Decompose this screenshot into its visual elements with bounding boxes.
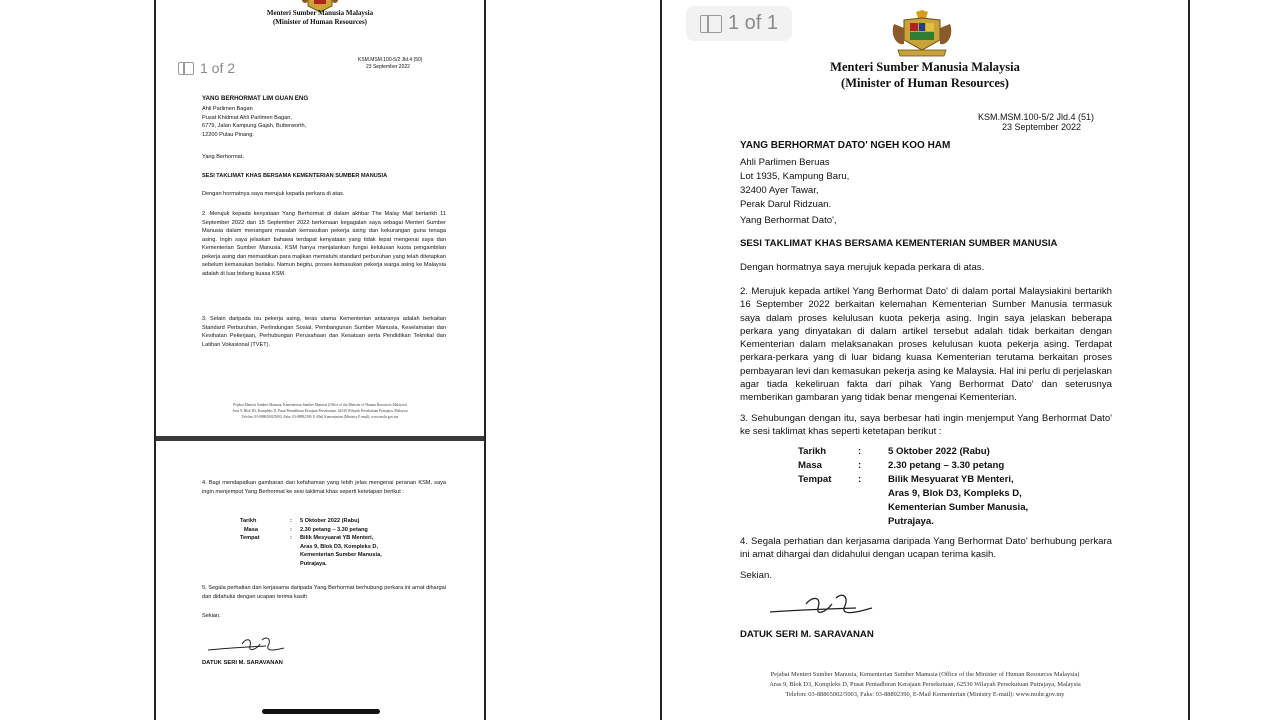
colon: : — [858, 446, 862, 457]
left-doc-border-right — [484, 0, 486, 720]
page-indicator — [178, 60, 235, 76]
letter-date: 23 September 2022 — [366, 64, 410, 70]
detail-label-venue: Tempat — [240, 535, 260, 542]
left-letter-viewer[interactable] — [156, 0, 484, 720]
salutation: Yang Berhormat, — [202, 154, 244, 160]
paragraph-4: 4. Bagi mendapatkan gambaran dan kefahaman yang lebih jelas mengenai peranan KSM, saya ingin menjemput Yang Berhormat ke sesi taklimat khas seperti ketetapan berikut : — [202, 480, 446, 495]
venue-line: Aras 9, Blok D3, Kompleks D, — [888, 488, 1022, 499]
venue-line: Putrajaya. — [888, 516, 934, 527]
detail-value-time: 2.30 petang – 3.30 petang — [888, 460, 1005, 471]
paragraph-2: 2. Merujuk kepada artikel Yang Berhormat Dato' di dalam portal Malaysiakini bertarikh 16 September 2022 berkaitan kelemahan Kementerian Sumber Manusia termasuk saya dalam proses kelulusan kuota pekerja asing. Ingin saya jelaskan beberapa perkara yang dinyatakan di dalam artikel tersebut adalah tidak berkaitan dengan Kementerian dalam melaksanakan proses kelulusan kuota pekerja asing. Terdapat perkara-perkara yang di luar bidang kuasa Kementerian terutama berkaitan proses pembayaran levi dan kemasukan pekerja asing ke Malaysia. Hal ini perlu di perjelaskan agar tiada kekeliruan fakta dari pihak Yang Berhormat Dato' dan seterusnya memberikan gambaran yang tidak benar mengenai Kementerian. — [740, 286, 1112, 404]
detail-label-date: Tarikh — [240, 518, 257, 524]
detail-label-time: Masa — [244, 526, 258, 533]
venue-line: Putrajaya. — [300, 560, 327, 567]
colon: : — [290, 526, 292, 533]
sidebar-toggle-icon — [178, 62, 194, 75]
detail-value-time: 2.30 petang – 3.30 petang — [300, 526, 368, 533]
paragraph-2: 2. Merujuk kepada kenyataan Yang Berhormat di dalam akhbar The Malay Mail bertarikh 11 September 2022 dan 15 September 2022 berkenaan kegagalan saya sebagai Menteri Sumber Manusia dalam menangani masalah kemasukan pekerja asing dan kekurangan guna tenaga asing. Ingin saya jelaskan bahawa terdapat kenyataan yang tidak tepat mengenai saya dan Kementerian Sumber Manusia. KSM hanya menjalankan fungsi kelulusan kuota pengambilan pekerja asing dan memastikan para majikan mematuhi standard perburuhan yang telah ditetapkan sebelum kemasukan berlaku. Namun begitu, proses kemasukan pekerja warga asing ke Malaysia adalah di luar bidang kuasa KSM. — [202, 211, 446, 277]
signatory-name: DATUK SERI M. SARAVANAN — [202, 660, 283, 666]
address-block — [202, 105, 306, 139]
reference-number: KSM.MSM.100-5/2 Jld.4 (51) — [978, 112, 1095, 122]
home-indicator[interactable] — [262, 709, 380, 714]
footer-line-2: Aras 9, Blok D3, Kompleks D, Pusat Pentadbiran Kerajaan Persekutuan, 62530 Wilayah Persekutuan Putrajaya, Malaysia — [769, 681, 1081, 688]
letter-date: 23 September 2022 — [1002, 122, 1082, 132]
address-line: 12200 Pulau Pinang. — [202, 131, 254, 138]
details-colons — [290, 517, 292, 543]
opening-line: Dengan hormatnya saya merujuk kepada perkara di atas. — [202, 191, 345, 197]
opening-line: Dengan hormatnya saya merujuk kepada perkara di atas. — [740, 262, 985, 273]
details-labels — [798, 445, 831, 487]
salutation: Yang Berhormat Dato', — [740, 215, 837, 226]
details-values — [888, 445, 1028, 529]
paragraph-4: 4. Segala perhatian dan kerjasama daripada Yang Berhormat Dato' berhubung perkara ini amat dihargai dan didahului dengan ucapan terima kasih. — [740, 536, 1112, 561]
address-line: Ahli Parlimen Beruas — [740, 157, 830, 168]
details-values — [300, 517, 382, 569]
colon: : — [858, 474, 862, 485]
page-break-separator — [156, 436, 484, 441]
paragraph-3: 3. Sehubungan dengan itu, saya berbesar hati ingin menjemput Yang Berhormat Dato' ke sesi taklimat khas seperti ketetapan berikut : — [740, 413, 1112, 438]
detail-value-venue: Bilik Mesyuarat YB Menteri, — [888, 474, 1014, 485]
closing: Sekian. — [202, 613, 221, 619]
ministry-name-english: (Minister of Human Resources) — [841, 76, 1009, 90]
ministry-name-english: (Minister of Human Resources) — [272, 18, 368, 26]
detail-label-date: Tarikh — [798, 446, 827, 457]
details-colons — [858, 445, 861, 487]
address-line: 6779, Jalan Kampung Gajah, Butterworth, — [202, 123, 307, 130]
venue-line: Aras 9, Blok D3, Kompleks D, — [300, 543, 379, 550]
colon: : — [858, 460, 862, 471]
colon: : — [290, 535, 292, 542]
address-line: Ahli Parlimen Bagan — [202, 106, 253, 112]
address-line: Perak Darul Ridzuan. — [740, 199, 832, 210]
venue-line: Kementerian Sumber Manusia, — [300, 552, 382, 559]
venue-line: Kementerian Sumber Manusia, — [888, 502, 1029, 513]
address-line: 32400 Ayer Tawar, — [740, 185, 819, 196]
right-doc-border-right — [1188, 0, 1190, 720]
detail-value-date: 5 Oktober 2022 (Rabu) — [888, 446, 990, 457]
page-indicator — [686, 6, 792, 41]
details-labels — [240, 517, 259, 543]
addressee: YANG BERHORMAT LIM GUAN ENG — [202, 95, 309, 102]
signatory-name: DATUK SERI M. SARAVANAN — [740, 629, 874, 640]
detail-value-venue: Bilik Mesyuarat YB Menteri, — [300, 535, 374, 542]
coat-of-arms-icon — [890, 10, 954, 58]
detail-value-date: 5 Oktober 2022 (Rabu) — [300, 518, 360, 524]
colon: : — [290, 518, 292, 524]
footer-line-3: Telefon: 03-88865002/5003, Faks: 03-88892390, E-Mail Kementerian (Ministry E-mail): www.mohr.gov.my — [241, 415, 399, 419]
ministry-name: Menteri Sumber Manusia Malaysia — [266, 9, 374, 17]
footer-line-1: Pejabat Menteri Sumber Manusia, Kementerian Sumber Manusia (Office of the Minister of Human Resources Malaysia) — [770, 671, 1080, 678]
right-letter-viewer[interactable] — [662, 0, 1188, 720]
address-line: Pusat Khidmat Ahli Parlimen Bagan, — [202, 114, 292, 121]
footer-line-3: Telefon: 03-88865002/5003, Faks: 03-88892390, E-Mail Kementerian (Ministry E-mail): www.mohr.gov.my — [785, 691, 1065, 698]
address-block — [740, 156, 849, 212]
signature-image — [206, 634, 286, 656]
closing: Sekian. — [740, 570, 772, 581]
sidebar-toggle-icon — [700, 15, 722, 33]
addressee: YANG BERHORMAT DATO' NGEH KOO HAM — [740, 140, 951, 151]
paragraph-5: 5. Segala perhatian dan kerjasama daripada Yang Berhormat berhubung perkara ini amat dihargai dan didahului dengan ucapan terima kasih — [202, 585, 446, 600]
detail-label-time: Masa — [798, 460, 822, 471]
ministry-name: Menteri Sumber Manusia Malaysia — [830, 60, 1020, 74]
subject-line: SESI TAKLIMAT KHAS BERSAMA KEMENTERIAN SUMBER MANUSIA — [740, 238, 1058, 249]
reference-number: KSM.MSM.100-5/2 Jld.4 (50) — [358, 57, 423, 63]
address-line: Lot 1935, Kampung Baru, — [740, 171, 850, 182]
signature-image — [766, 590, 876, 620]
subject-line: SESI TAKLIMAT KHAS BERSAMA KEMENTERIAN SUMBER MANUSIA — [202, 173, 388, 179]
page-indicator-text: 1 of 1 — [728, 12, 779, 34]
paragraph-3: 3. Selain daripada isu pekerja asing, teras utama Kementerian antaranya adalah berkaitan Standard Perburuhan, Perlindungan Sosial, Pembangunan Sumber Manusia, Keselamatan dan Kesihatan Pekerjaan, Perhubungan Perusahaan dan Kesatuan serta Pendidikan Teknikal dan Latihan Vokasional (TVET). — [202, 316, 446, 348]
footer-line-2: Aras 9, Blok D3, Kompleks D, Pusat Pentadbiran Kerajaan Persekutuan, 62530 Wilayah Persekutuan Putrajaya, Malaysia — [232, 409, 408, 413]
footer-line-1: Pejabat Menteri Sumber Manusia, Kementerian Sumber Manusia (Office of the Minister of Human Resources Malaysia) — [233, 403, 407, 407]
detail-label-venue: Tempat — [798, 474, 832, 485]
page-indicator-text: 1 of 2 — [200, 60, 236, 76]
